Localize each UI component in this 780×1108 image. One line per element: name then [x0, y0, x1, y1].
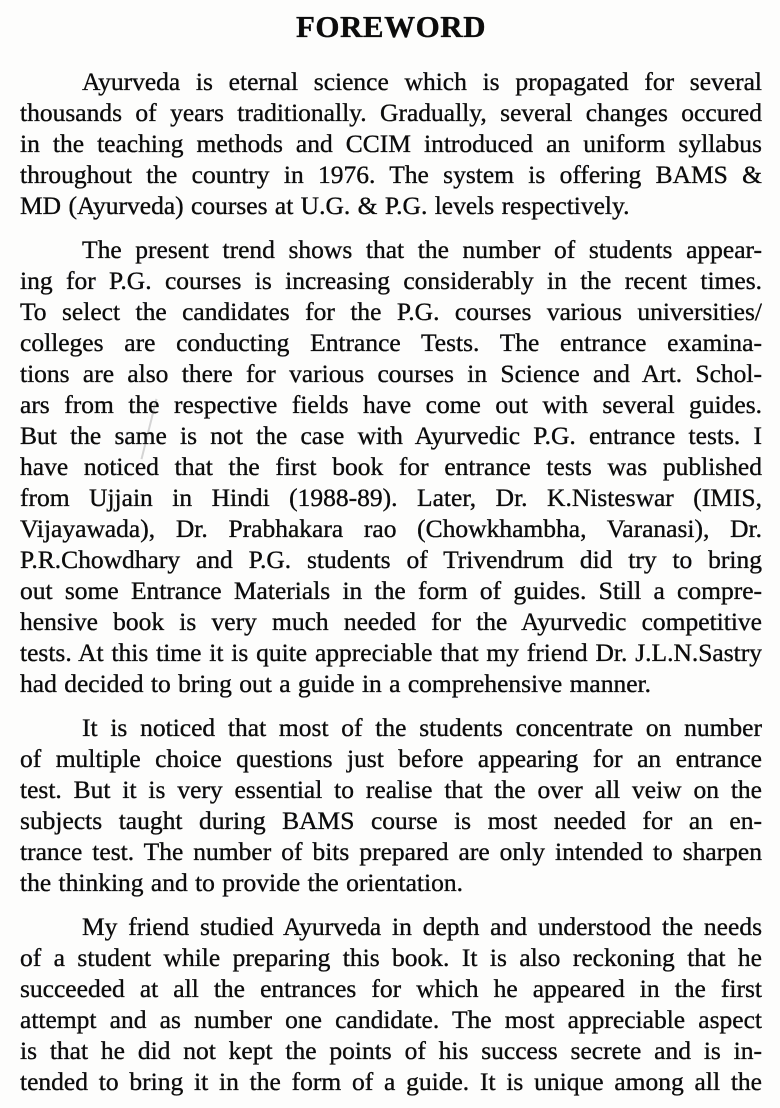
text-line: the thinking and to provide the orientation.	[20, 868, 463, 897]
paragraph	[20, 911, 762, 1097]
text-line: P.R.Chowdhary and P.G. students of Trivendrum did try to bring	[20, 545, 762, 574]
text-line: ing for P.G. courses is increasing considerably in the recent times.	[20, 266, 762, 295]
text-line: Vijayawada), Dr. Prabhakara rao (Chowkhambha, Varanasi), Dr.	[20, 514, 762, 543]
text-line: test. But it is very essential to realise that the over all veiw on the	[20, 775, 762, 804]
text-line: tests. At this time it is quite appreciable that my friend Dr. J.L.N.Sastry	[20, 638, 762, 667]
page-body	[20, 66, 762, 1097]
text-line: subjects taught during BAMS course is most needed for an en-	[20, 806, 762, 835]
foreword-title: FOREWORD	[296, 9, 486, 44]
text-line: in the teaching methods and CCIM introduced an uniform syllabus	[20, 129, 762, 158]
text-line: To select the candidates for the P.G. courses various universities/	[20, 297, 762, 326]
text-line: Ayurveda is eternal science which is propagated for several	[82, 67, 762, 96]
text-line: ars from the respective fields have come out with several guides.	[20, 390, 762, 419]
text-line: It is noticed that most of the students concentrate on number	[82, 713, 762, 742]
text-line: The present trend shows that the number of students appear-	[82, 235, 762, 264]
text-line: throughout the country in 1976. The system is offering BAMS &	[20, 160, 762, 189]
text-line: attempt and as number one candidate. The most appreciable aspect	[20, 1005, 762, 1034]
text-line: MD (Ayurveda) courses at U.G. & P.G. levels respectively.	[20, 191, 630, 220]
paragraph	[20, 66, 762, 221]
text-line: colleges are conducting Entrance Tests. The entrance examina-	[20, 328, 762, 357]
paragraph	[20, 234, 762, 699]
text-line: trance test. The number of bits prepared are only intended to sharpen	[20, 837, 762, 866]
text-line: had decided to bring out a guide in a comprehensive manner.	[20, 669, 652, 698]
text-line: is that he did not kept the points of his success secrete and is in-	[20, 1036, 762, 1065]
text-line: tended to bring it in the form of a guide. It is unique among all the	[20, 1067, 762, 1096]
text-line: out some Entrance Materials in the form of guides. Still a compre-	[20, 576, 762, 605]
text-line: from Ujjain in Hindi (1988-89). Later, Dr. K.Nisteswar (IMIS,	[20, 483, 762, 512]
text-line: But the same is not the case with Ayurvedic P.G. entrance tests. I	[20, 421, 762, 450]
text-line: of multiple choice questions just before appearing for an entrance	[20, 744, 762, 773]
paragraph	[20, 712, 762, 898]
text-line: succeeded at all the entrances for which he appeared in the first	[20, 974, 762, 1003]
text-line: have noticed that the first book for entrance tests was published	[20, 452, 762, 481]
text-line: thousands of years traditionally. Gradually, several changes occured	[20, 98, 762, 127]
text-line: My friend studied Ayurveda in depth and understood the needs	[82, 912, 762, 941]
text-line: hensive book is very much needed for the Ayurvedic competitive	[20, 607, 762, 636]
text-line: of a student while preparing this book. It is also reckoning that he	[20, 943, 762, 972]
text-line: tions are also there for various courses in Science and Art. Schol-	[20, 359, 762, 388]
